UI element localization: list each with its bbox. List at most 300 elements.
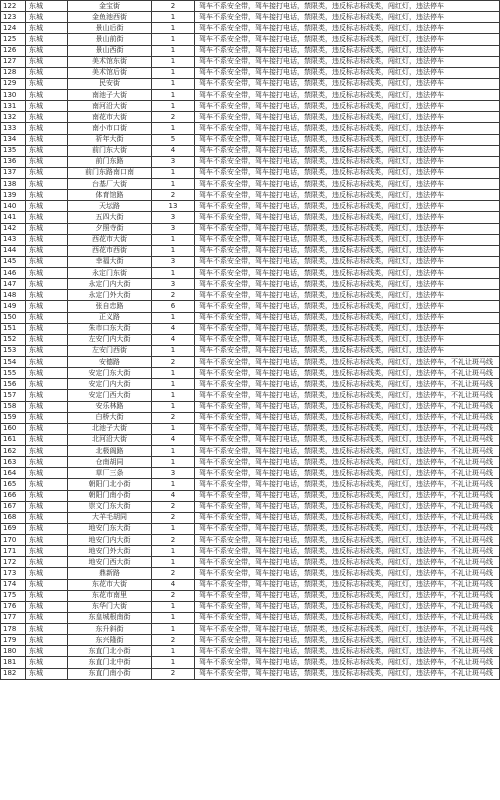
district-cell: 东城 — [26, 635, 68, 646]
violation-types-cell: 驾车不系安全带，驾车接打电话，禁限类，违反标志标线类，闯红灯，违法停车 — [195, 345, 500, 356]
road-name-cell: 前门东大街 — [68, 145, 152, 156]
count-cell: 1 — [152, 23, 195, 34]
row-number-cell: 135 — [1, 145, 26, 156]
road-name-cell: 东花市南里 — [68, 590, 152, 601]
road-name-cell: 地安门东大街 — [68, 523, 152, 534]
count-cell: 1 — [152, 56, 195, 67]
count-cell: 1 — [152, 123, 195, 134]
row-number-cell: 160 — [1, 423, 26, 434]
road-name-cell: 永定门东街 — [68, 268, 152, 279]
district-cell: 东城 — [26, 546, 68, 557]
table-row — [1, 323, 500, 334]
district-cell: 东城 — [26, 34, 68, 45]
district-cell: 东城 — [26, 212, 68, 223]
row-number-cell: 180 — [1, 646, 26, 657]
count-cell: 2 — [152, 190, 195, 201]
district-cell: 东城 — [26, 568, 68, 579]
road-name-cell: 景山西街 — [68, 45, 152, 56]
count-cell: 2 — [152, 512, 195, 523]
violation-types-cell: 驾车不系安全带，驾车接打电话，禁限类，违反标志标线类，闯红灯，违法停车 — [195, 145, 500, 156]
row-number-cell: 134 — [1, 134, 26, 145]
road-name-cell: 北河沿大街 — [68, 434, 152, 445]
count-cell: 1 — [152, 78, 195, 89]
road-name-cell: 左安门西街 — [68, 345, 152, 356]
table-row — [1, 145, 500, 156]
table-row — [1, 179, 500, 190]
count-cell: 3 — [152, 468, 195, 479]
table-row — [1, 535, 500, 546]
road-name-cell: 东直门北中街 — [68, 657, 152, 668]
road-name-cell: 北极阁路 — [68, 446, 152, 457]
road-name-cell: 安定门内大街 — [68, 379, 152, 390]
row-number-cell: 167 — [1, 501, 26, 512]
count-cell: 1 — [152, 368, 195, 379]
violation-types-cell: 驾车不系安全带，驾车接打电话，禁限类，违反标志标线类，闯红灯，违法停车 — [195, 279, 500, 290]
row-number-cell: 157 — [1, 390, 26, 401]
table-row — [1, 190, 500, 201]
table-row — [1, 279, 500, 290]
violation-types-cell: 驾车不系安全带，驾车接打电话，禁限类，违反标志标线类，闯红灯，违法停车，不礼让斑马线 — [195, 523, 500, 534]
district-cell: 东城 — [26, 312, 68, 323]
violation-types-cell: 驾车不系安全带，驾车接打电话，禁限类，违反标志标线类，闯红灯，违法停车，不礼让斑马线 — [195, 668, 500, 679]
row-number-cell: 144 — [1, 245, 26, 256]
table-row — [1, 501, 500, 512]
district-cell: 东城 — [26, 45, 68, 56]
count-cell: 4 — [152, 579, 195, 590]
table-row — [1, 368, 500, 379]
row-number-cell: 182 — [1, 668, 26, 679]
row-number-cell: 179 — [1, 635, 26, 646]
table-row — [1, 468, 500, 479]
table-row — [1, 446, 500, 457]
table-row — [1, 290, 500, 301]
table-row — [1, 101, 500, 112]
road-name-cell: 安定门西大街 — [68, 390, 152, 401]
road-name-cell: 永定门外大街 — [68, 290, 152, 301]
road-name-cell: 前门东路 — [68, 156, 152, 167]
table-row — [1, 34, 500, 45]
violation-types-cell: 驾车不系安全带，驾车接打电话，禁限类，违反标志标线类，闯红灯，违法停车，不礼让斑马线 — [195, 635, 500, 646]
row-number-cell: 131 — [1, 101, 26, 112]
road-name-cell: 朝阳门南小街 — [68, 490, 152, 501]
table-row — [1, 223, 500, 234]
count-cell: 1 — [152, 312, 195, 323]
road-name-cell: 永定门内大街 — [68, 279, 152, 290]
violation-types-cell: 驾车不系安全带，驾车接打电话，禁限类，违反标志标线类，闯红灯，违法停车，不礼让斑马线 — [195, 601, 500, 612]
row-number-cell: 122 — [1, 1, 26, 12]
count-cell: 1 — [152, 345, 195, 356]
row-number-cell: 123 — [1, 12, 26, 23]
district-cell: 东城 — [26, 67, 68, 78]
road-name-cell: 张自忠路 — [68, 301, 152, 312]
count-cell: 1 — [152, 601, 195, 612]
row-number-cell: 151 — [1, 323, 26, 334]
violation-types-cell: 驾车不系安全带，驾车接打电话，禁限类，违反标志标线类，闯红灯，违法停车 — [195, 256, 500, 267]
row-number-cell: 166 — [1, 490, 26, 501]
district-cell: 东城 — [26, 245, 68, 256]
violation-types-cell: 驾车不系安全带，驾车接打电话，禁限类，违反标志标线类，闯红灯，违法停车，不礼让斑马线 — [195, 468, 500, 479]
district-cell: 东城 — [26, 590, 68, 601]
road-name-cell: 东华门大街 — [68, 601, 152, 612]
violation-types-cell: 驾车不系安全带，驾车接打电话，禁限类，违反标志标线类，闯红灯，违法停车，不礼让斑马线 — [195, 423, 500, 434]
district-cell: 东城 — [26, 101, 68, 112]
row-number-cell: 159 — [1, 412, 26, 423]
district-cell: 东城 — [26, 323, 68, 334]
district-cell: 东城 — [26, 179, 68, 190]
road-name-cell: 东直门南小街 — [68, 668, 152, 679]
count-cell: 3 — [152, 279, 195, 290]
violation-types-cell: 驾车不系安全带，驾车接打电话，禁限类，违反标志标线类，闯红灯，违法停车 — [195, 190, 500, 201]
row-number-cell: 132 — [1, 112, 26, 123]
road-name-cell: 崇文门东大街 — [68, 501, 152, 512]
district-cell: 东城 — [26, 668, 68, 679]
road-name-cell: 金宝街 — [68, 1, 152, 12]
table-row — [1, 390, 500, 401]
row-number-cell: 145 — [1, 256, 26, 267]
district-cell: 东城 — [26, 201, 68, 212]
count-cell: 1 — [152, 179, 195, 190]
district-cell: 东城 — [26, 468, 68, 479]
table-row — [1, 412, 500, 423]
row-number-cell: 156 — [1, 379, 26, 390]
count-cell: 1 — [152, 45, 195, 56]
district-cell: 东城 — [26, 646, 68, 657]
district-cell: 东城 — [26, 190, 68, 201]
road-name-cell: 地安门内大街 — [68, 535, 152, 546]
row-number-cell: 128 — [1, 67, 26, 78]
row-number-cell: 138 — [1, 179, 26, 190]
violation-types-cell: 驾车不系安全带，驾车接打电话，禁限类，违反标志标线类，闯红灯，违法停车，不礼让斑马线 — [195, 379, 500, 390]
violation-types-cell: 驾车不系安全带，驾车接打电话，禁限类，违反标志标线类，闯红灯，违法停车，不礼让斑马线 — [195, 657, 500, 668]
count-cell: 13 — [152, 201, 195, 212]
road-name-cell: 安定门东大街 — [68, 368, 152, 379]
table-row — [1, 568, 500, 579]
table-row — [1, 78, 500, 89]
table-row — [1, 134, 500, 145]
district-cell: 东城 — [26, 156, 68, 167]
road-name-cell: 南花市大街 — [68, 112, 152, 123]
road-name-cell: 夕照寺街 — [68, 223, 152, 234]
table-row — [1, 112, 500, 123]
count-cell: 1 — [152, 67, 195, 78]
table-row — [1, 234, 500, 245]
violation-types-cell: 驾车不系安全带，驾车接打电话，禁限类，违反标志标线类，闯红灯，违法停车 — [195, 201, 500, 212]
district-cell: 东城 — [26, 167, 68, 178]
violation-types-cell: 驾车不系安全带，驾车接打电话，禁限类，违反标志标线类，闯红灯，违法停车 — [195, 112, 500, 123]
road-name-cell: 东升斜街 — [68, 624, 152, 635]
violation-types-cell: 驾车不系安全带，驾车接打电话，禁限类，违反标志标线类，闯红灯，违法停车，不礼让斑马线 — [195, 557, 500, 568]
row-number-cell: 175 — [1, 590, 26, 601]
district-cell: 东城 — [26, 624, 68, 635]
table-row — [1, 245, 500, 256]
row-number-cell: 168 — [1, 512, 26, 523]
district-cell: 东城 — [26, 134, 68, 145]
table-row — [1, 357, 500, 368]
road-name-cell: 美术馆后街 — [68, 67, 152, 78]
table-row — [1, 12, 500, 23]
row-number-cell: 178 — [1, 624, 26, 635]
count-cell: 2 — [152, 412, 195, 423]
row-number-cell: 158 — [1, 401, 26, 412]
count-cell: 4 — [152, 490, 195, 501]
district-cell: 东城 — [26, 256, 68, 267]
road-name-cell: 地安门西大街 — [68, 557, 152, 568]
road-name-cell: 地安门外大街 — [68, 546, 152, 557]
road-name-cell: 景山后街 — [68, 23, 152, 34]
violation-types-cell: 驾车不系安全带，驾车接打电话，禁限类，违反标志标线类，闯红灯，违法停车 — [195, 123, 500, 134]
district-cell: 东城 — [26, 601, 68, 612]
table-row — [1, 1, 500, 12]
road-name-cell: 东兴隆街 — [68, 635, 152, 646]
row-number-cell: 177 — [1, 612, 26, 623]
road-name-cell: 白桥大街 — [68, 412, 152, 423]
table-row — [1, 635, 500, 646]
table-row — [1, 23, 500, 34]
table-row — [1, 612, 500, 623]
count-cell: 1 — [152, 646, 195, 657]
count-cell: 1 — [152, 546, 195, 557]
count-cell: 1 — [152, 34, 195, 45]
district-cell: 东城 — [26, 479, 68, 490]
district-cell: 东城 — [26, 279, 68, 290]
violation-types-cell: 驾车不系安全带，驾车接打电话，禁限类，违反标志标线类，闯红灯，违法停车，不礼让斑马线 — [195, 434, 500, 445]
violation-types-cell: 驾车不系安全带，驾车接打电话，禁限类，违反标志标线类，闯红灯，违法停车，不礼让斑马线 — [195, 412, 500, 423]
road-name-cell: 美术馆东街 — [68, 56, 152, 67]
table-row — [1, 523, 500, 534]
district-cell: 东城 — [26, 112, 68, 123]
row-number-cell: 164 — [1, 468, 26, 479]
count-cell: 2 — [152, 668, 195, 679]
road-name-cell: 仓南胡同 — [68, 457, 152, 468]
row-number-cell: 141 — [1, 212, 26, 223]
district-cell: 东城 — [26, 379, 68, 390]
district-cell: 东城 — [26, 657, 68, 668]
row-number-cell: 172 — [1, 557, 26, 568]
road-name-cell: 东花市大街 — [68, 579, 152, 590]
road-name-cell: 正义路 — [68, 312, 152, 323]
count-cell: 1 — [152, 557, 195, 568]
violation-types-cell: 驾车不系安全带，驾车接打电话，禁限类，违反标志标线类，闯红灯，违法停车 — [195, 234, 500, 245]
row-number-cell: 143 — [1, 234, 26, 245]
count-cell: 1 — [152, 457, 195, 468]
road-name-cell: 安乐林路 — [68, 401, 152, 412]
district-cell: 东城 — [26, 290, 68, 301]
violation-types-cell: 驾车不系安全带，驾车接打电话，禁限类，违反标志标线类，闯红灯，违法停车 — [195, 23, 500, 34]
count-cell: 3 — [152, 212, 195, 223]
table-row — [1, 379, 500, 390]
violation-types-cell: 驾车不系安全带，驾车接打电话，禁限类，违反标志标线类，闯红灯，违法停车，不礼让斑马线 — [195, 501, 500, 512]
count-cell: 1 — [152, 612, 195, 623]
row-number-cell: 146 — [1, 268, 26, 279]
violation-types-cell: 驾车不系安全带，驾车接打电话，禁限类，违反标志标线类，闯红灯，违法停车 — [195, 290, 500, 301]
row-number-cell: 173 — [1, 568, 26, 579]
district-cell: 东城 — [26, 434, 68, 445]
violation-types-cell: 驾车不系安全带，驾车接打电话，禁限类，违反标志标线类，闯红灯，违法停车 — [195, 268, 500, 279]
road-name-cell: 南池子大街 — [68, 90, 152, 101]
district-cell: 东城 — [26, 56, 68, 67]
row-number-cell: 152 — [1, 334, 26, 345]
count-cell: 3 — [152, 223, 195, 234]
road-name-cell: 台基厂大街 — [68, 179, 152, 190]
row-number-cell: 126 — [1, 45, 26, 56]
row-number-cell: 127 — [1, 56, 26, 67]
row-number-cell: 165 — [1, 479, 26, 490]
district-cell: 东城 — [26, 368, 68, 379]
count-cell: 2 — [152, 1, 195, 12]
district-cell: 东城 — [26, 423, 68, 434]
district-cell: 东城 — [26, 1, 68, 12]
row-number-cell: 133 — [1, 123, 26, 134]
table-row — [1, 212, 500, 223]
count-cell: 2 — [152, 501, 195, 512]
violation-types-cell: 驾车不系安全带，驾车接打电话，禁限类，违反标志标线类，闯红灯，违法停车，不礼让斑马线 — [195, 357, 500, 368]
violation-types-cell: 驾车不系安全带，驾车接打电话，禁限类，违反标志标线类，闯红灯，违法停车，不礼让斑马线 — [195, 490, 500, 501]
table-row — [1, 123, 500, 134]
count-cell: 1 — [152, 379, 195, 390]
table-row — [1, 624, 500, 635]
district-cell: 东城 — [26, 334, 68, 345]
district-cell: 东城 — [26, 78, 68, 89]
count-cell: 5 — [152, 134, 195, 145]
district-cell: 东城 — [26, 557, 68, 568]
count-cell: 1 — [152, 423, 195, 434]
road-name-cell: 大羊毛胡同 — [68, 512, 152, 523]
district-cell: 东城 — [26, 612, 68, 623]
violation-types-cell: 驾车不系安全带，驾车接打电话，禁限类，违反标志标线类，闯红灯，违法停车，不礼让斑马线 — [195, 479, 500, 490]
count-cell: 1 — [152, 101, 195, 112]
row-number-cell: 125 — [1, 34, 26, 45]
road-name-cell: 南小市口街 — [68, 123, 152, 134]
count-cell: 4 — [152, 145, 195, 156]
table-row — [1, 345, 500, 356]
table-row — [1, 434, 500, 445]
road-name-cell: 朝阳门北小街 — [68, 479, 152, 490]
row-number-cell: 181 — [1, 657, 26, 668]
count-cell: 1 — [152, 401, 195, 412]
violation-types-cell: 驾车不系安全带，驾车接打电话，禁限类，违反标志标线类，闯红灯，违法停车 — [195, 156, 500, 167]
count-cell: 4 — [152, 334, 195, 345]
road-name-cell: 安德路 — [68, 357, 152, 368]
road-name-cell: 祈年大街 — [68, 134, 152, 145]
count-cell: 2 — [152, 290, 195, 301]
district-cell: 东城 — [26, 490, 68, 501]
count-cell: 1 — [152, 390, 195, 401]
road-name-cell: 景山前街 — [68, 34, 152, 45]
table-row — [1, 268, 500, 279]
table-row — [1, 312, 500, 323]
table-row — [1, 256, 500, 267]
table-row — [1, 423, 500, 434]
violation-types-cell: 驾车不系安全带，驾车接打电话，禁限类，违反标志标线类，闯红灯，违法停车 — [195, 134, 500, 145]
table-body — [1, 1, 500, 680]
table-row — [1, 490, 500, 501]
violation-types-cell: 驾车不系安全带，驾车接打电话，禁限类，违反标志标线类，闯红灯，违法停车 — [195, 1, 500, 12]
violation-types-cell: 驾车不系安全带，驾车接打电话，禁限类，违反标志标线类，闯红灯，违法停车 — [195, 56, 500, 67]
table-row — [1, 201, 500, 212]
table-row — [1, 646, 500, 657]
count-cell: 1 — [152, 12, 195, 23]
table-row — [1, 156, 500, 167]
row-number-cell: 124 — [1, 23, 26, 34]
violation-types-cell: 驾车不系安全带，驾车接打电话，禁限类，违反标志标线类，闯红灯，违法停车，不礼让斑马线 — [195, 390, 500, 401]
table-row — [1, 90, 500, 101]
road-name-cell: 南河沿大街 — [68, 101, 152, 112]
district-cell: 东城 — [26, 357, 68, 368]
row-number-cell: 142 — [1, 223, 26, 234]
row-number-cell: 139 — [1, 190, 26, 201]
table-row — [1, 546, 500, 557]
count-cell: 2 — [152, 357, 195, 368]
row-number-cell: 163 — [1, 457, 26, 468]
violation-types-cell: 驾车不系安全带，驾车接打电话，禁限类，违反标志标线类，闯红灯，违法停车 — [195, 90, 500, 101]
road-name-cell: 幸福大街 — [68, 256, 152, 267]
road-name-cell: 鼎新路 — [68, 568, 152, 579]
district-cell: 东城 — [26, 390, 68, 401]
violation-types-cell: 驾车不系安全带，驾车接打电话，禁限类，违反标志标线类，闯红灯，违法停车 — [195, 45, 500, 56]
violation-types-cell: 驾车不系安全带，驾车接打电话，禁限类，违反标志标线类，闯红灯，违法停车，不礼让斑马线 — [195, 612, 500, 623]
table-row — [1, 167, 500, 178]
row-number-cell: 171 — [1, 546, 26, 557]
row-number-cell: 137 — [1, 167, 26, 178]
row-number-cell: 161 — [1, 434, 26, 445]
district-cell: 东城 — [26, 301, 68, 312]
count-cell: 1 — [152, 245, 195, 256]
road-name-cell: 五四大街 — [68, 212, 152, 223]
row-number-cell: 129 — [1, 78, 26, 89]
road-name-cell: 体育馆路 — [68, 190, 152, 201]
district-cell: 东城 — [26, 401, 68, 412]
count-cell: 1 — [152, 446, 195, 457]
district-cell: 东城 — [26, 12, 68, 23]
table-row — [1, 668, 500, 679]
road-name-cell: 草厂三条 — [68, 468, 152, 479]
road-name-cell: 西花市西街 — [68, 245, 152, 256]
row-number-cell: 169 — [1, 523, 26, 534]
district-cell: 东城 — [26, 501, 68, 512]
count-cell: 2 — [152, 535, 195, 546]
row-number-cell: 147 — [1, 279, 26, 290]
row-number-cell: 170 — [1, 535, 26, 546]
table-row — [1, 56, 500, 67]
district-cell: 东城 — [26, 345, 68, 356]
table-row — [1, 67, 500, 78]
table-row — [1, 657, 500, 668]
row-number-cell: 174 — [1, 579, 26, 590]
violation-types-cell: 驾车不系安全带，驾车接打电话，禁限类，违反标志标线类，闯红灯，违法停车，不礼让斑马线 — [195, 579, 500, 590]
count-cell: 1 — [152, 268, 195, 279]
count-cell: 2 — [152, 568, 195, 579]
violation-types-cell: 驾车不系安全带，驾车接打电话，禁限类，违反标志标线类，闯红灯，违法停车 — [195, 101, 500, 112]
table-row — [1, 590, 500, 601]
table-row — [1, 601, 500, 612]
table-row — [1, 512, 500, 523]
violation-types-cell: 驾车不系安全带，驾车接打电话，禁限类，违反标志标线类，闯红灯，违法停车 — [195, 179, 500, 190]
violation-types-cell: 驾车不系安全带，驾车接打电话，禁限类，违反标志标线类，闯红灯，违法停车，不礼让斑马线 — [195, 368, 500, 379]
row-number-cell: 162 — [1, 446, 26, 457]
district-cell: 东城 — [26, 123, 68, 134]
road-name-cell: 朱市口东大街 — [68, 323, 152, 334]
district-cell: 东城 — [26, 579, 68, 590]
district-cell: 东城 — [26, 145, 68, 156]
district-cell: 东城 — [26, 223, 68, 234]
violation-types-cell: 驾车不系安全带，驾车接打电话，禁限类，违反标志标线类，闯红灯，违法停车 — [195, 67, 500, 78]
violation-types-cell: 驾车不系安全带，驾车接打电话，禁限类，违反标志标线类，闯红灯，违法停车 — [195, 312, 500, 323]
count-cell: 4 — [152, 323, 195, 334]
violation-types-cell: 驾车不系安全带，驾车接打电话，禁限类，违反标志标线类，闯红灯，违法停车，不礼让斑马线 — [195, 401, 500, 412]
count-cell: 1 — [152, 234, 195, 245]
row-number-cell: 153 — [1, 345, 26, 356]
district-cell: 东城 — [26, 457, 68, 468]
